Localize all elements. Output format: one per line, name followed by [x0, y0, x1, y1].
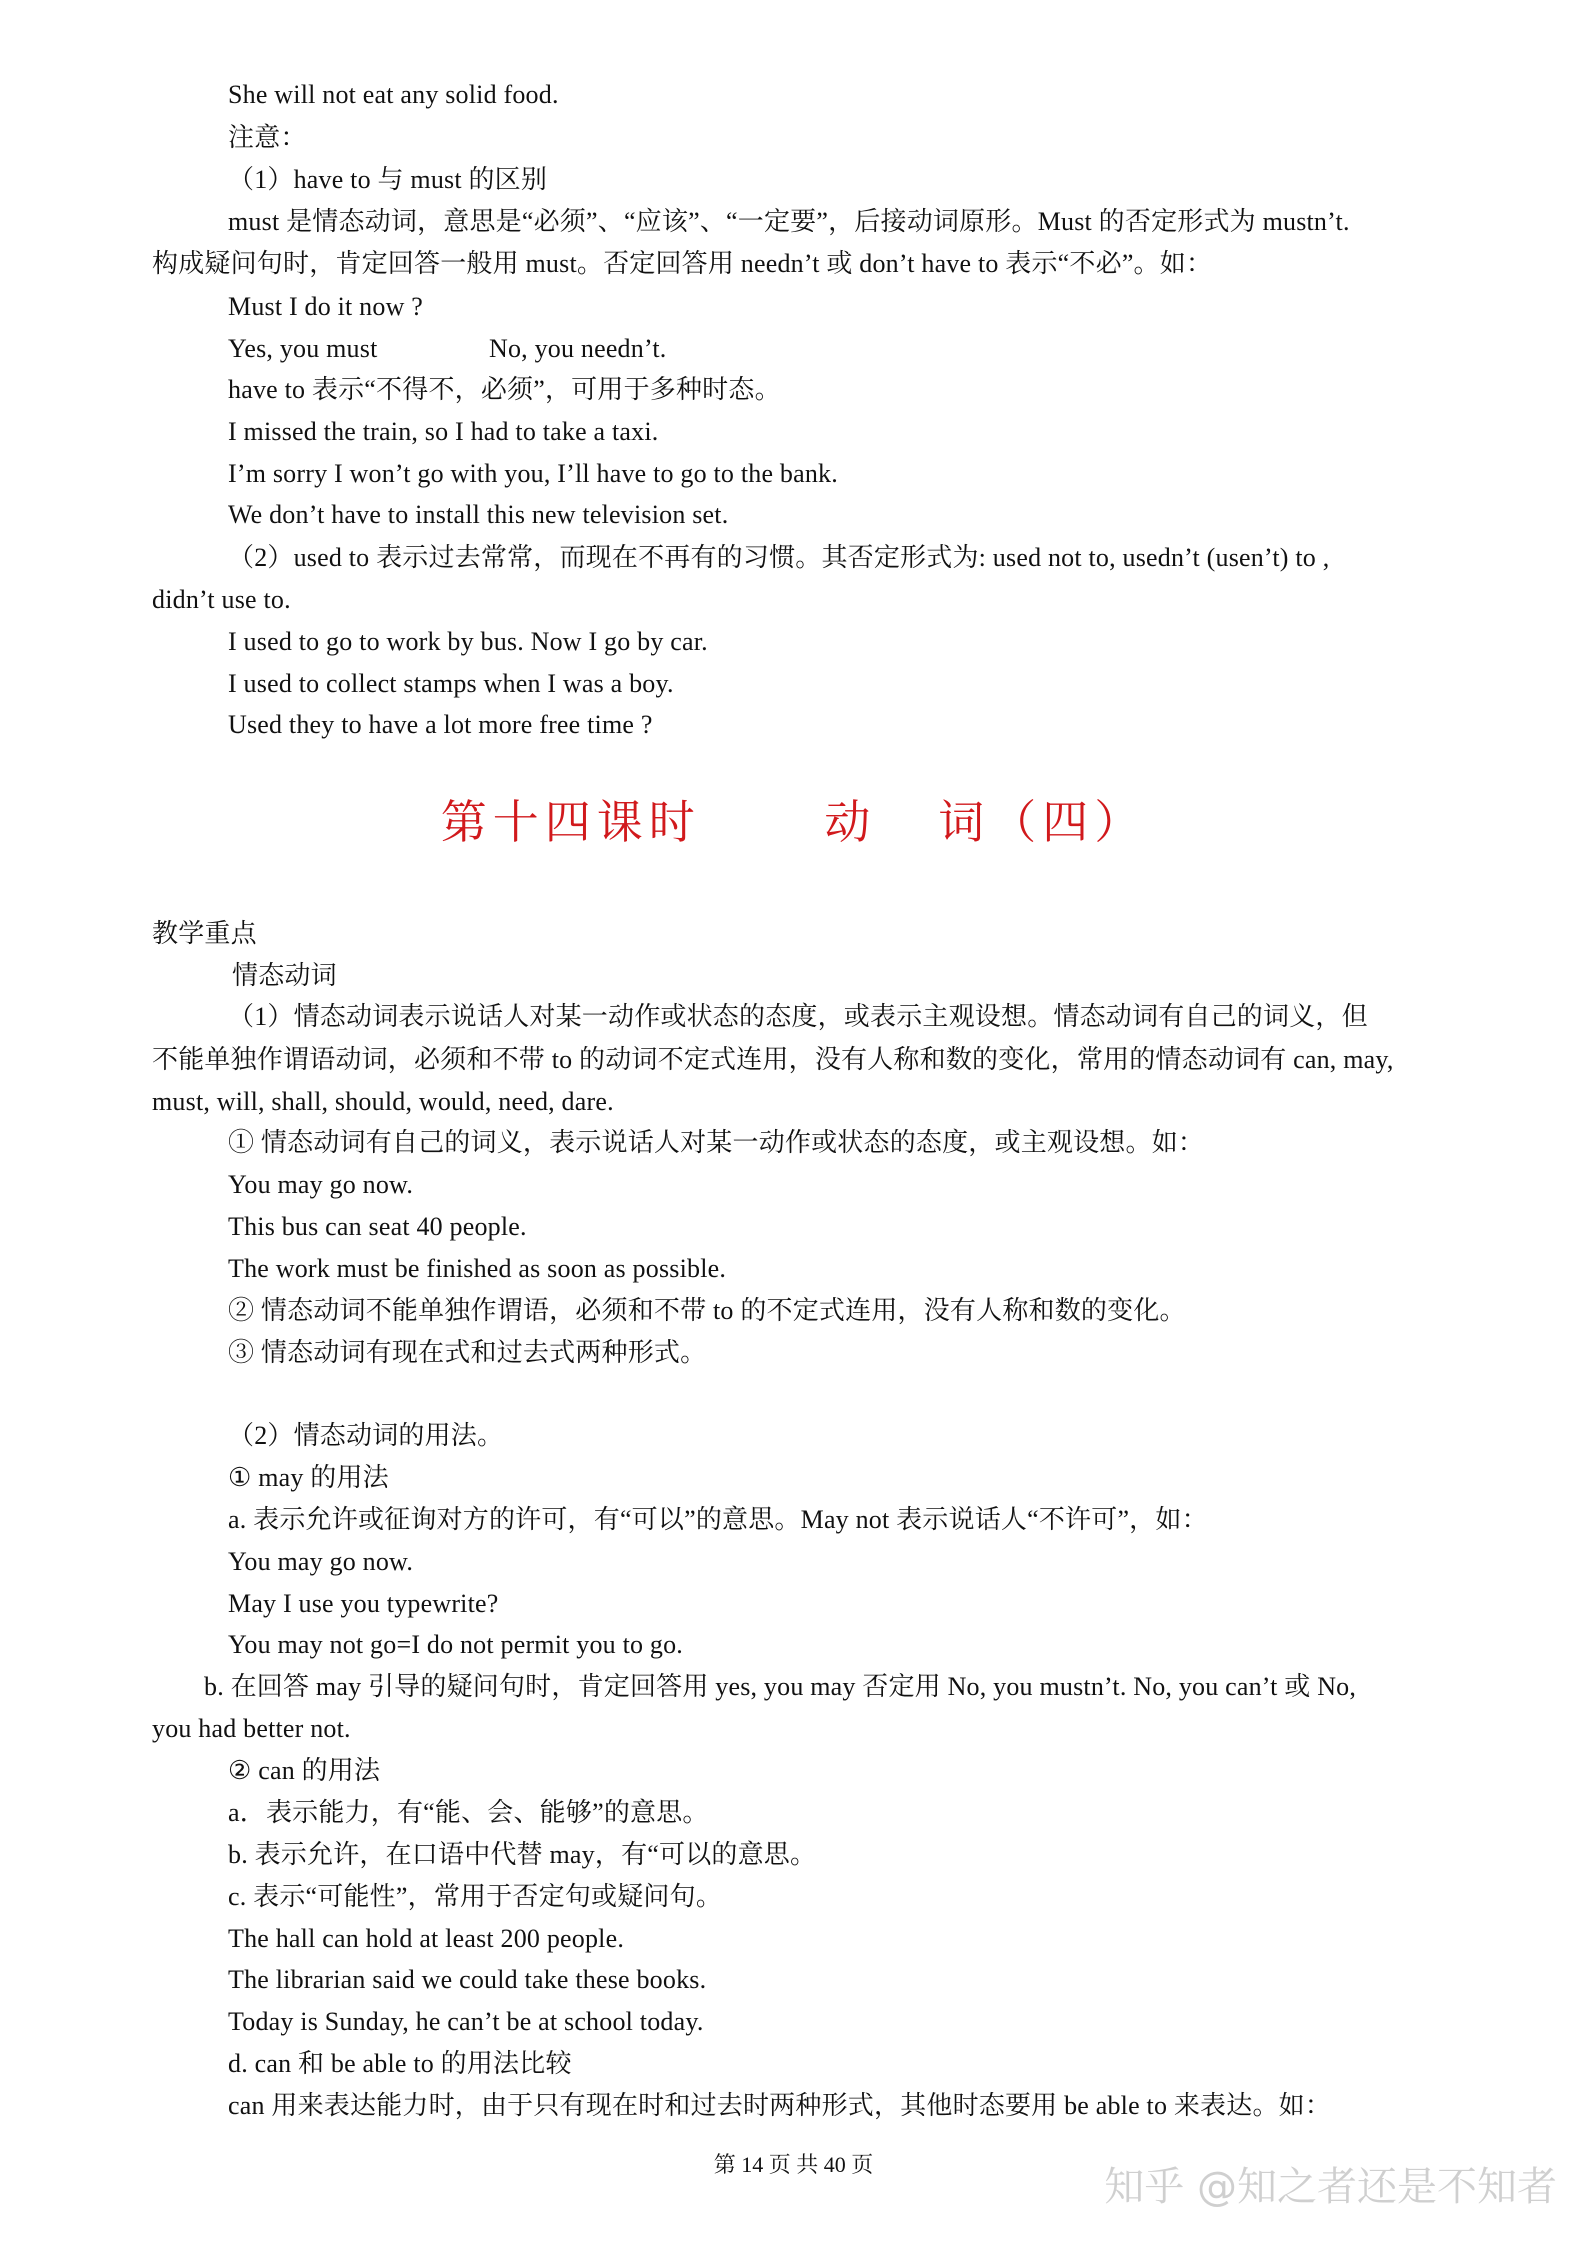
example-sentence: I missed the train, so I had to take a taxi. — [228, 417, 659, 446]
watermark: 知乎 @知之者还是不知者 — [1104, 2164, 1557, 2210]
example-sentence: I used to collect stamps when I was a boy. — [228, 669, 674, 698]
example-sentence: May I use you typewrite? — [228, 1589, 499, 1618]
subheading: （2）used to 表示过去常常，而现在不再有的习惯。其否定形式为: used not to, usedn’t (usen’t) to , — [228, 543, 1330, 572]
example-sentence: I used to go to work by bus. Now I go by car. — [228, 627, 708, 656]
subheading: （2）情态动词的用法。 — [228, 1421, 504, 1450]
example-sentence: The librarian said we could take these books. — [228, 1965, 707, 1994]
topic-label: 情态动词 — [232, 961, 337, 990]
paragraph-line: 不能单独作谓语动词，必须和不带 to 的动词不定式连用，没有人称和数的变化，常用的情态动词有 can, may, — [152, 1045, 1394, 1074]
list-item: d. can 和 be able to 的用法比较 — [228, 2049, 572, 2078]
example-sentence: This bus can seat 40 people. — [228, 1212, 527, 1241]
example-sentence: Today is Sunday, he can’t be at school today. — [228, 2007, 704, 2036]
list-item: ② 情态动词不能单独作谓语，必须和不带 to 的不定式连用，没有人称和数的变化。 — [228, 1296, 1186, 1325]
paragraph-line: you had better not. — [152, 1714, 351, 1743]
example-sentence: You may go now. — [228, 1170, 414, 1199]
example-sentence: You may not go=I do not permit you to go. — [228, 1630, 683, 1659]
section-label: 教学重点 — [152, 919, 257, 948]
page-footer: 第 14 页 共 40 页 — [713, 2152, 874, 2177]
list-item: b. 表示允许，在口语中代替 may，有“可以的意思。 — [228, 1840, 817, 1869]
example-sentence: She will not eat any solid food. — [228, 80, 559, 109]
example-sentence: Must I do it now ? — [228, 292, 423, 321]
list-item: b. 在回答 may 引导的疑问句时，肯定回答用 yes, you may 否定用 No, you mustn’t. No, you can’t 或 No, — [204, 1672, 1357, 1701]
example-sentence: Yes, you must — [228, 334, 378, 363]
example-sentence: No, you needn’t. — [489, 334, 667, 363]
list-item: ① 情态动词有自己的词义，表示说话人对某一动作或状态的态度，或主观设想。如： — [228, 1128, 1205, 1157]
paragraph-line: 构成疑问句时，肯定回答一般用 must。否定回答用 needn’t 或 don’t have to 表示“不必”。如： — [152, 249, 1213, 278]
example-sentence: The hall can hold at least 200 people. — [228, 1924, 625, 1953]
list-item: ③ 情态动词有现在式和过去式两种形式。 — [228, 1338, 707, 1367]
subheading: （1）have to 与 must 的区别 — [228, 165, 548, 194]
list-item: c. 表示“可能性”，常用于否定句或疑问句。 — [228, 1882, 723, 1911]
paragraph-line: have to 表示“不得不，必须”，可用于多种时态。 — [228, 375, 781, 404]
note-label: 注意： — [228, 123, 307, 152]
list-item: ② can 的用法 — [228, 1756, 381, 1785]
paragraph-line: didn’t use to. — [152, 585, 291, 614]
paragraph-line: must 是情态动词，意思是“必须”、“应该”、“一定要”，后接动词原形。Must 的否定形式为 mustn’t. — [228, 207, 1350, 236]
list-item: a．表示能力，有“能、会、能够”的意思。 — [228, 1798, 709, 1827]
list-item: ① may 的用法 — [228, 1463, 389, 1492]
example-sentence: You may go now. — [228, 1547, 414, 1576]
example-sentence: Used they to have a lot more free time ? — [228, 710, 653, 739]
example-sentence: The work must be finished as soon as possible. — [228, 1254, 727, 1283]
paragraph-line: must, will, shall, should, would, need, dare. — [152, 1087, 614, 1116]
list-item: a. 表示允许或征询对方的许可，有“可以”的意思。May not 表示说话人“不许可”，如： — [228, 1505, 1208, 1534]
section-title: 第十四课时 动 词（四） — [440, 795, 1147, 849]
paragraph-line: （1）情态动词表示说话人对某一动作或状态的态度，或表示主观设想。情态动词有自己的词义，但 — [228, 1002, 1368, 1031]
example-sentence: We don’t have to install this new television set. — [228, 500, 729, 529]
paragraph-line: can 用来表达能力时，由于只有现在时和过去时两种形式，其他时态要用 be able to 来表达。如： — [228, 2091, 1332, 2120]
example-sentence: I’m sorry I won’t go with you, I’ll have to go to the bank. — [228, 459, 838, 488]
